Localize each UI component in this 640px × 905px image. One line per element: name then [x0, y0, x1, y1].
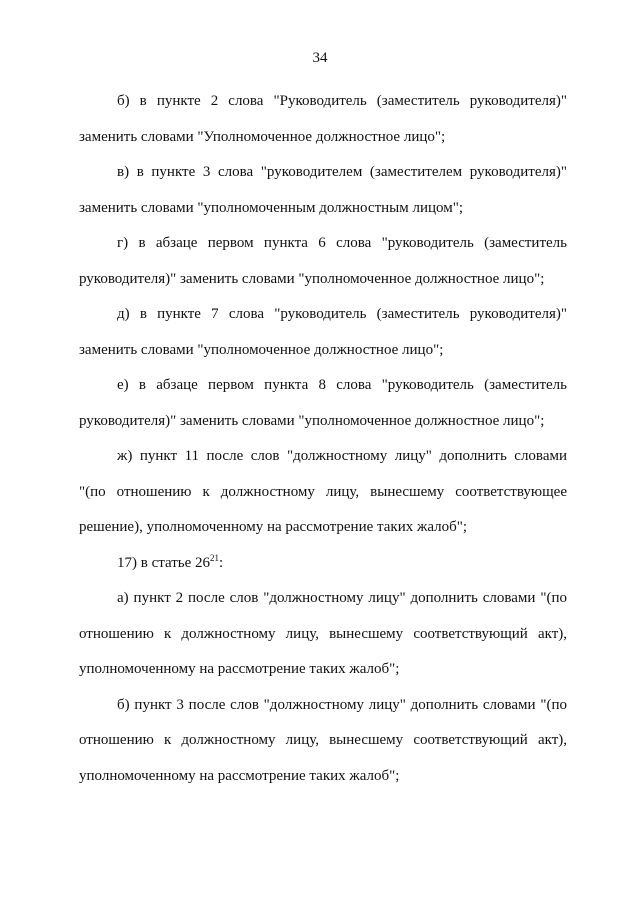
- text-line: д) в пункте 7 слова "руководитель (заместитель руководителя)": [117, 306, 567, 322]
- paragraph-a-item-2: [79, 581, 567, 688]
- text-line: заменить словами "Уполномоченное должностное лицо";: [79, 128, 446, 145]
- text-line: уполномоченному на рассмотрение таких жалоб";: [79, 661, 400, 677]
- text-line: г) в абзаце первом пункта 6 слова "руководитель (заместитель: [117, 235, 567, 251]
- text-line: ж) пункт 11 после слов "должностному лицу" дополнить словами: [117, 448, 567, 464]
- text-line: заменить словами "уполномоченное должностное лицо";: [79, 341, 444, 358]
- paragraph-v-item-3: [79, 155, 567, 226]
- document-body: [79, 84, 567, 794]
- text-line: е) в абзаце первом пункта 8 слова "руководитель (заместитель: [117, 377, 567, 393]
- paragraph-b-item-3: [79, 688, 567, 795]
- text-line: отношению к должностному лицу, вынесшему соответствующий акт),: [79, 625, 567, 642]
- paragraph-e-item-8: [79, 368, 567, 439]
- paragraph-zh-item-11: [79, 439, 567, 546]
- text-line: уполномоченному на рассмотрение таких жалоб";: [79, 767, 400, 784]
- text-line: отношению к должностному лицу, вынесшему соответствующий акт),: [79, 732, 567, 748]
- paragraph-g-item-6: [79, 226, 567, 297]
- text-line: а) пункт 2 после слов "должностному лицу" дополнить словами "(по: [117, 590, 567, 606]
- article-line: [79, 546, 567, 582]
- text-line: решение), уполномоченному на рассмотрение таких жалоб";: [79, 519, 468, 535]
- paragraph-b-item-2: [79, 84, 567, 155]
- text-line: заменить словами "уполномоченным должностным лицом";: [79, 199, 464, 216]
- paragraph-d-item-7: [79, 297, 567, 368]
- article-suffix: :: [219, 554, 224, 571]
- text-line: в) в пункте 3 слова "руководителем (заместителем руководителя)": [117, 164, 567, 180]
- page-number: 34: [312, 50, 328, 66]
- text-line: руководителя)" заменить словами "уполномоченное должностное лицо";: [79, 270, 545, 287]
- text-line: "(по отношению к должностному лицу, вынесшему соответствующее: [79, 483, 567, 500]
- text-line: руководителя)" заменить словами "уполномоченное должностное лицо";: [79, 412, 545, 429]
- article-superscript: 21: [210, 552, 220, 563]
- text-line: б) пункт 3 после слов "должностному лицу" дополнить словами "(по: [117, 696, 567, 713]
- text-line: б) в пункте 2 слова "Руководитель (заместитель руководителя)": [117, 93, 567, 109]
- article-prefix: 17) в статье 26: [117, 554, 211, 571]
- article-heading-17: [79, 546, 567, 582]
